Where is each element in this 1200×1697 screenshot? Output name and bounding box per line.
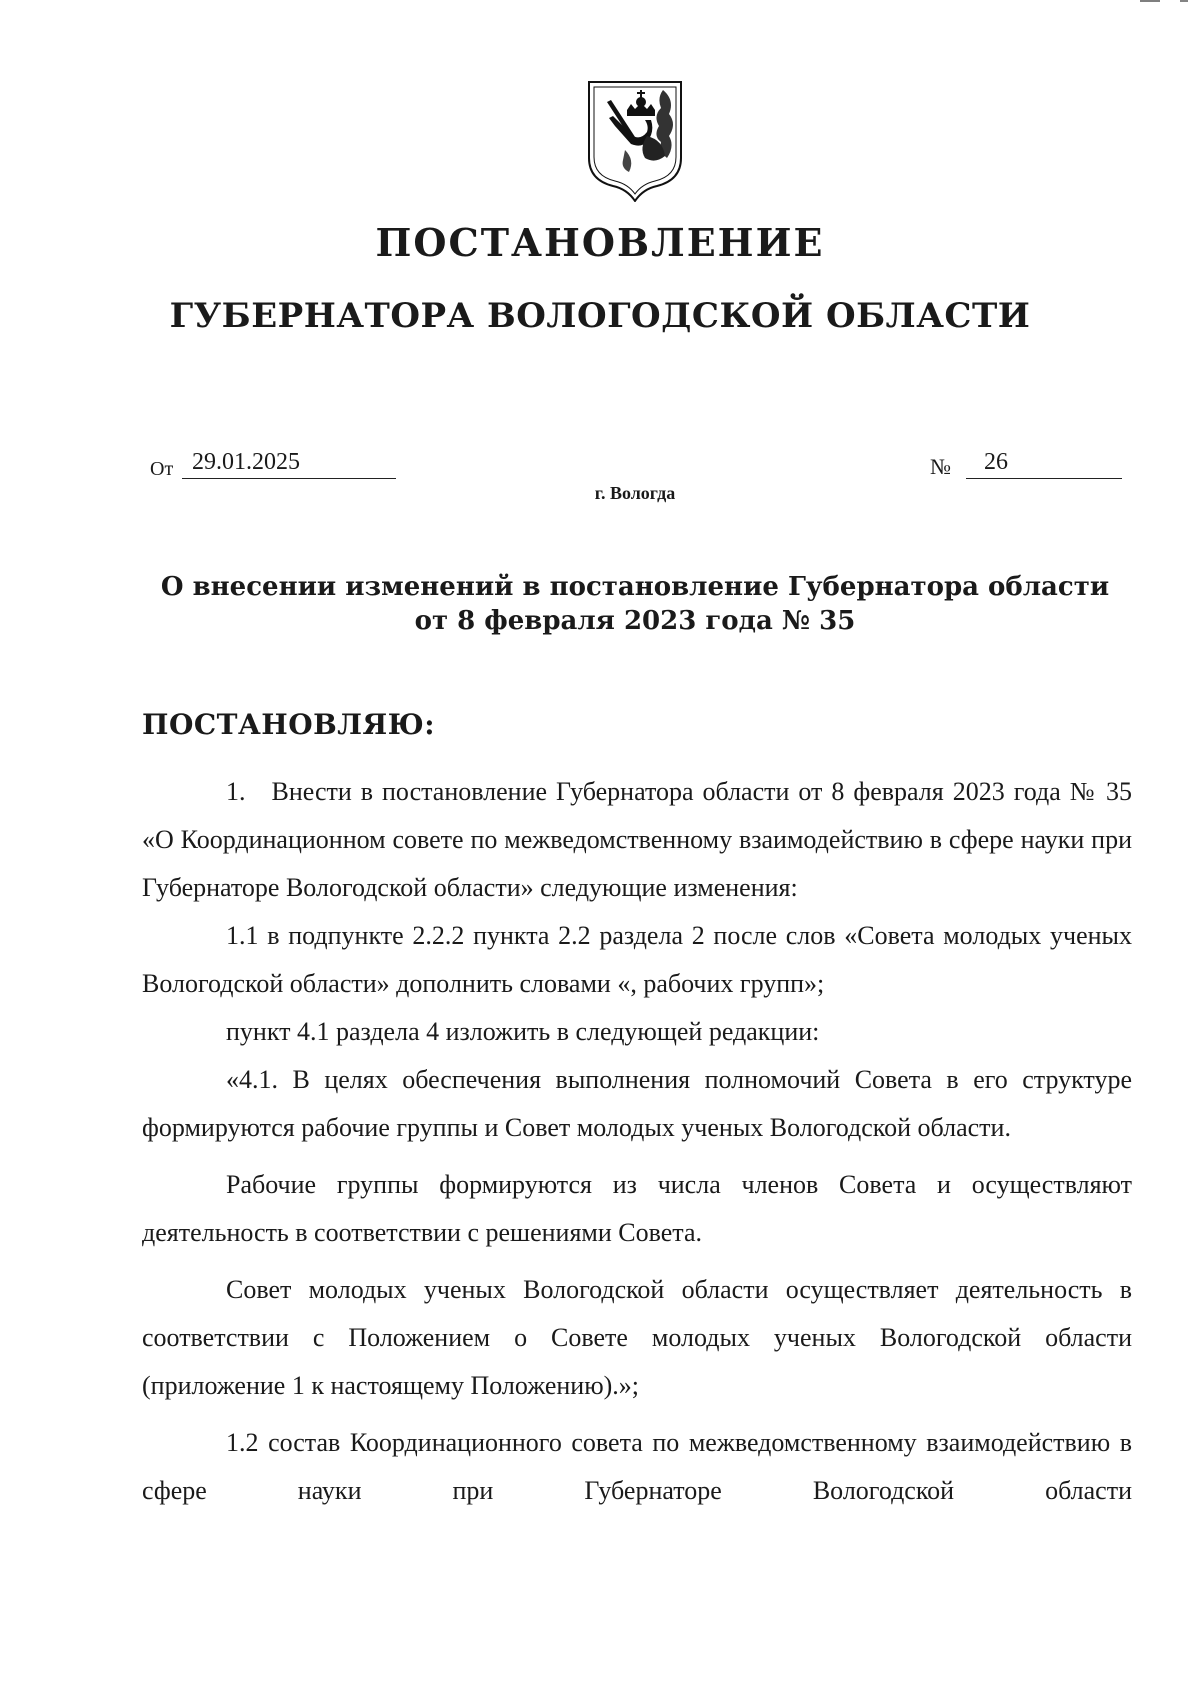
paragraph: 1. Внести в постановление Губернатора области от 8 февраля 2023 года № 35 «О Координационном совете по межведомственному взаимодействию в сфере науки при Губернаторе Вологодской области» следующие изменения: xyxy=(142,777,1132,902)
document-number: 26 xyxy=(966,449,1122,479)
paragraph: Рабочие группы формируются из числа членов Совета и осуществляют деятельность в соответствии с решениями Совета. xyxy=(142,1170,1132,1247)
document-date: 29.01.2025 xyxy=(182,449,396,479)
paragraph: 1.2 состав Координационного совета по межведомственному взаимодействию в сфере науки при Губернаторе Вологодской области xyxy=(142,1428,1132,1505)
issuing-city: г. Вологда xyxy=(594,483,676,503)
paragraph: пункт 4.1 раздела 4 изложить в следующей редакции: xyxy=(226,1017,820,1046)
vologda-coat-of-arms-icon xyxy=(585,80,685,202)
paragraph: Совет молодых ученых Вологодской области осуществляет деятельность в соответствии с Положением о Совете молодых ученых Вологодской области (приложение 1 к настоящему Положению).»; xyxy=(142,1275,1132,1400)
date-prefix: От xyxy=(150,458,174,480)
decree-heading: ПОСТАНОВЛЯЮ: xyxy=(142,708,436,741)
paragraph: «4.1. В целях обеспечения выполнения полномочий Совета в его структуре формируются рабочие группы и Совет молодых ученых Вологодской области. xyxy=(142,1065,1132,1142)
scan-corner-mark xyxy=(1080,0,1190,6)
subject-line-2: от 8 февраля 2023 года № 35 xyxy=(414,606,856,636)
number-sign: № xyxy=(930,454,951,479)
paragraph: 1.1 в подпункте 2.2.2 пункта 2.2 раздела 2 после слов «Совета молодых ученых Вологодской области» дополнить словами «, рабочих групп»; xyxy=(142,921,1132,998)
subject-line-1: О внесении изменений в постановление Губернатора области xyxy=(160,572,1110,602)
document-issuer: ГУБЕРНАТОРА ВОЛОГОДСКОЙ ОБЛАСТИ xyxy=(169,296,1031,336)
document-title: ПОСТАНОВЛЕНИЕ xyxy=(375,220,825,265)
document-body xyxy=(142,768,1132,1515)
document-subject xyxy=(0,570,1200,638)
